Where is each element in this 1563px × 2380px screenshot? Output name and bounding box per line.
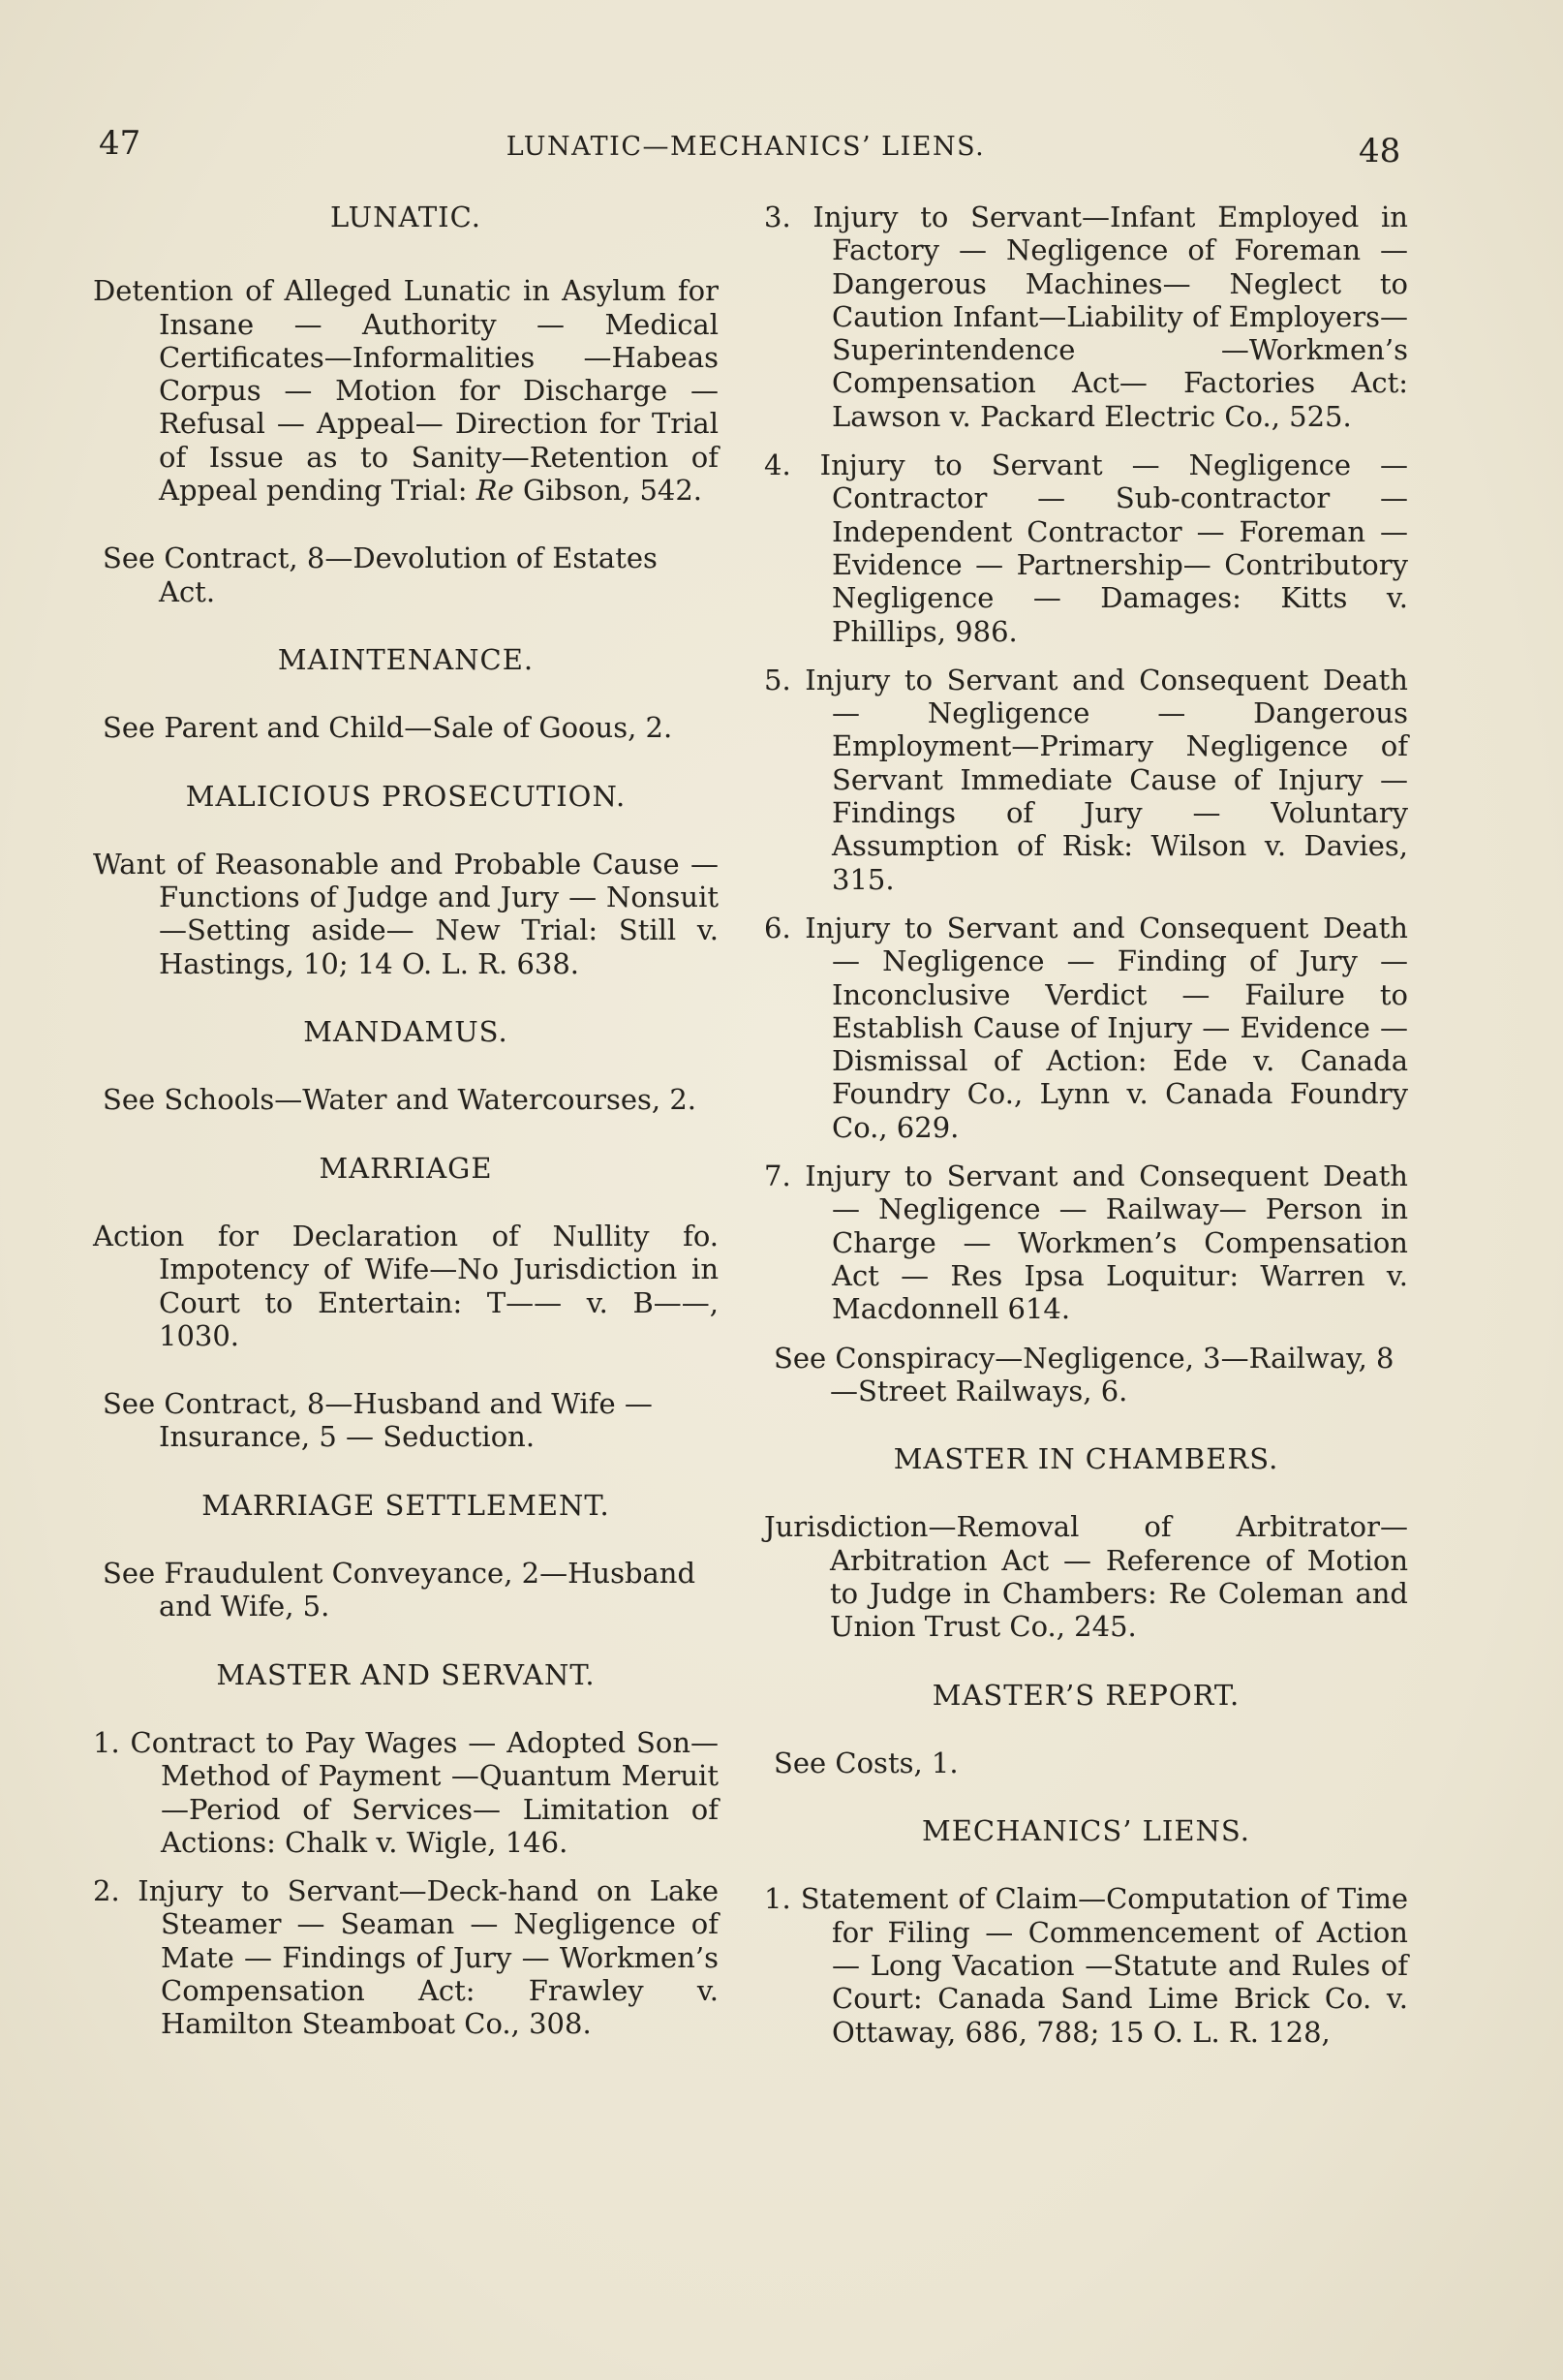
heading-master-and-servant: MASTER AND SERVANT. <box>216 1657 596 1691</box>
master-servant-item-7: 7. Injury to Servant and Consequent Death — Negligence — Railway— Person in Charge — Workmen’s Compensation Act — Res Ipsa Loquitur: Warren v. Macdonnell 614. <box>764 1159 1408 1326</box>
right-column <box>764 201 1408 2049</box>
entry-lunatic-text: Detention of Alleged Lunatic in Asylum for Insane — Authority — Medical Certificates—Informalities —Habeas Corpus — Motion for Discharge — Refusal — Appeal— Direction for Trial of Issue as to Sanity—Retention of Appeal pending Trial: <box>93 274 719 508</box>
running-head: LUNATIC—MECHANICS’ LIENS. <box>506 132 986 162</box>
mechanics-liens-item-1: 1. Statement of Claim—Computation of Time for Filing — Commencement of Action — Long Vacation —Statute and Rules of Court: Canada Sand Lime Brick Co. v. Ottaway, 686, 788; 15 O. L. R. 128, <box>764 1882 1408 2049</box>
master-servant-item-4: 4. Injury to Servant — Negligence — Contractor — Sub-contractor — Independent Contractor — Foreman — Evidence — Partnership— Contributory Negligence — Damages: Kitts v. Phillips, 986. <box>764 448 1408 648</box>
left-page-number: 47 <box>99 124 141 163</box>
right-page-number: 48 <box>1359 132 1401 170</box>
heading-marriage: MARRIAGE <box>319 1151 493 1185</box>
heading-mechanics-liens: MECHANICS’ LIENS. <box>922 1814 1250 1848</box>
see-lunatic: See Contract, 8—Devolution of Estates Act. <box>103 541 658 608</box>
see-master-servant: See Conspiracy—Negligence, 3—Railway, 8—Street Railways, 6. <box>774 1341 1394 1407</box>
entry-lunatic <box>93 274 719 507</box>
master-servant-item-2: 2. Injury to Servant—Deck-hand on Lake Steamer — Seaman — Negligence of Mate — Findings of Jury — Workmen’s Compensation Act: Frawley v. Hamilton Steamboat Co., 308. <box>93 1874 719 2041</box>
see-maintenance: See Parent and Child—Sale of Goous, 2. <box>103 711 673 745</box>
master-servant-item-5: 5. Injury to Servant and Consequent Death — Negligence — Dangerous Employment—Primary Negligence of Servant Immediate Cause of Injury — Findings of Jury — Voluntary Assumption of Risk: Wilson v. Davies, 315. <box>764 663 1408 896</box>
see-marriage: See Contract, 8—Husband and Wife —Insurance, 5 — Seduction. <box>103 1387 653 1454</box>
heading-mandamus: MANDAMUS. <box>303 1015 508 1049</box>
left-column <box>93 201 719 2041</box>
heading-lunatic: LUNATIC. <box>329 201 482 233</box>
entry-marriage: Action for Declaration of Nullity fo. Impotency of Wife—No Jurisdiction in Court to Entertain: T—— v. B——, 1030. <box>93 1219 719 1352</box>
master-servant-item-1: 1. Contract to Pay Wages — Adopted Son—Method of Payment —Quantum Meruit—Period of Services— Limitation of Actions: Chalk v. Wigle, 146. <box>93 1725 719 1859</box>
master-servant-item-3: 3. Injury to Servant—Infant Employed in Factory — Negligence of Foreman — Dangerous Machines— Neglect to Caution Infant—Liability of Employers—Superintendence —Workmen’s Compensation Act— Factories Act: Lawson v. Packard Electric Co., 525. <box>764 201 1408 433</box>
heading-masters-report: MASTER’S REPORT. <box>932 1678 1241 1712</box>
case-re: Re <box>475 474 514 508</box>
see-marriage-settlement: See Fraudulent Conveyance, 2—Husband and Wife, 5. <box>103 1557 696 1623</box>
heading-malicious-prosecution: MALICIOUS PROSECUTION. <box>185 779 627 813</box>
master-servant-item-6: 6. Injury to Servant and Consequent Death — Negligence — Finding of Jury — Inconclusive Verdict — Failure to Establish Cause of Injury — Evidence — Dismissal of Action: Ede v. Canada Foundry Co., Lynn v. Canada Foundry Co., 629. <box>764 911 1408 1144</box>
heading-master-in-chambers: MASTER IN CHAMBERS. <box>893 1442 1279 1476</box>
entry-master-in-chambers: Jurisdiction—Removal of Arbitrator— Arbitration Act — Reference of Motion to Judge in Chambers: Re Coleman and Union Trust Co., 245. <box>764 1510 1408 1644</box>
entry-malicious-prosecution: Want of Reasonable and Probable Cause — Functions of Judge and Jury — Nonsuit—Setting aside— New Trial: Still v. Hastings, 10; 14 O. L. R. 638. <box>93 847 719 980</box>
heading-maintenance: MAINTENANCE. <box>277 642 535 676</box>
heading-marriage-settlement: MARRIAGE SETTLEMENT. <box>201 1488 610 1522</box>
see-mandamus: See Schools—Water and Watercourses, 2. <box>103 1083 697 1117</box>
case-name: Gibson, 542. <box>513 474 703 508</box>
see-masters-report: See Costs, 1. <box>774 1746 959 1779</box>
